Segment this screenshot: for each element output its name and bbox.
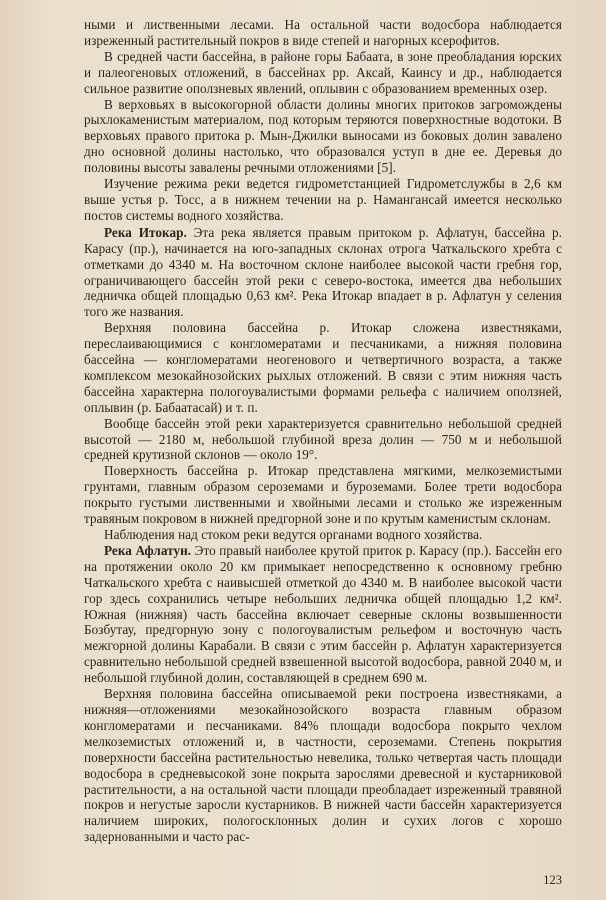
section-title-aflatun: Река Афлатун.	[104, 542, 192, 558]
paragraph-9: Наблюдения над стоком реки ведутся органами водного хозяйства.	[104, 527, 483, 542]
section-title-itokar: Река Итокар.	[104, 224, 187, 240]
paragraph-3: В верховьях в высокогорной области долины многих притоков загромождены рыхлокаменистым материалом, под которым теряются поверхностные водотоки. В верховьях правого притока р. Мын-Джилки выносами из боковых долин завалено дно основной долины настолько, что образовался уступ в дне ее. Деревья до половины высоты завалены речными отложениями [5].	[84, 96, 562, 176]
paragraph-aflatun	[84, 543, 562, 686]
paragraph-4: Изучение режима реки ведется гидрометстанцией Гидрометслужбы в 2,6 км выше устья р. Тосс, а в нижнем течении на р. Намангансай имеется несколько постов системы водного хозяйства.	[84, 176, 562, 223]
paragraph-itokar-text: Эта река является правым притоком р. Афлатун, бассейна р. Карасу (пр.), начинается на юго-западных склонах отрога Чаткальского хребта с отметками до 4340 м. На восточном склоне наиболее высокой части гребня гор, ограничивающего бассейн этой реки с северо-востока, имеется два небольших ледничка общей площадью 0,63 км². Река Итокар впадает в р. Афлатун у селения того же названия.	[84, 224, 562, 320]
paragraph-11: Верхняя половина бассейна описываемой реки построена известняками, а нижняя—отложениями мезокайнозойского возраста главным образом конгломератами и песчаниками. 84% площади водосбора покрыто чехлом мелкоземистых отложений и, в частности, сероземами. Степень покрытия поверхности бассейна растительностью невелика, только четвертая часть площади водосбора в средневысокой зоне покрыта зарослями древесной и кустарниковой растительности, а на остальной части площади преобладает изреженный травяной покров и негустые заросли кустарников. В нижней части бассейн характеризуется наличием широких, пологосклонных долин и сухих логов с хорошо задернованными и часто рас-	[84, 686, 562, 845]
paragraph-itokar	[84, 225, 562, 320]
paragraph-1: ными и лиственными лесами. На остальной части водосбора наблюдается изреженный растительный покров в виде степей и нагорных ксерофитов.	[84, 17, 562, 48]
page-body-text	[84, 17, 562, 845]
paragraph-aflatun-text: Это правый наиболее крутой приток р. Карасу (пр.). Бассейн его на протяжении около 20 км примыкает непосредственно к основному гребню Чаткальского хребта с наивысшей отметкой до 4340 м. В наиболее высокой части гор здесь сохранились четыре небольших ледничка общей площадью 1,2 км². Южная (нижняя) часть бассейна включает северные склоны возвышенности Бозбутау, предгорную зону с пологоувалистым рельефом и восточную часть межгорной долины Карабали. В связи с этим бассейн р. Афлатун характеризуется сравнительно небольшой средней взвешенной высотой водосбора, равной 2040 м, и небольшой глубиной долин, составляющей в среднем 690 м.	[84, 542, 563, 686]
page-number: 123	[543, 873, 562, 887]
paragraph-8: Поверхность бассейна р. Итокар представлена мягкими, мелкоземистыми грунтами, главным образом сероземами и буроземами. Более трети водосбора покрыто густыми лиственными и хвойными лесами и столько же изреженным травяным покровом в нижней предгорной зоне и по крутым каменистым склонам.	[84, 463, 562, 527]
paragraph-6: Верхняя половина бассейна р. Итокар сложена известняками, переслаивающимися с конгломератами и песчаниками, а нижняя половина бассейна — конгломератами неогенового и четвертичного возраста, а также комплексом мезокайнозойских рыхлых отложений. В связи с этим нижняя часть бассейна характерна пологоувалистыми формами рельефа с наличием оползней, оплывин (р. Бабаатасай) и т. п.	[84, 320, 562, 415]
paragraph-2: В средней части бассейна, в районе горы Бабаата, в зоне преобладания юрских и палеогеновых отложений, в бассейнах рр. Аксай, Каинсу и др., наблюдается сильное развитие оползневых явлений, оплывин с образованием временных озер.	[84, 48, 562, 96]
paragraph-7: Вообще бассейн этой реки характеризуется сравнительно небольшой средней высотой — 2180 м, небольшой глубиной вреза долин — 750 м и небольшой средней крутизной склонов — около 19°.	[84, 415, 562, 463]
